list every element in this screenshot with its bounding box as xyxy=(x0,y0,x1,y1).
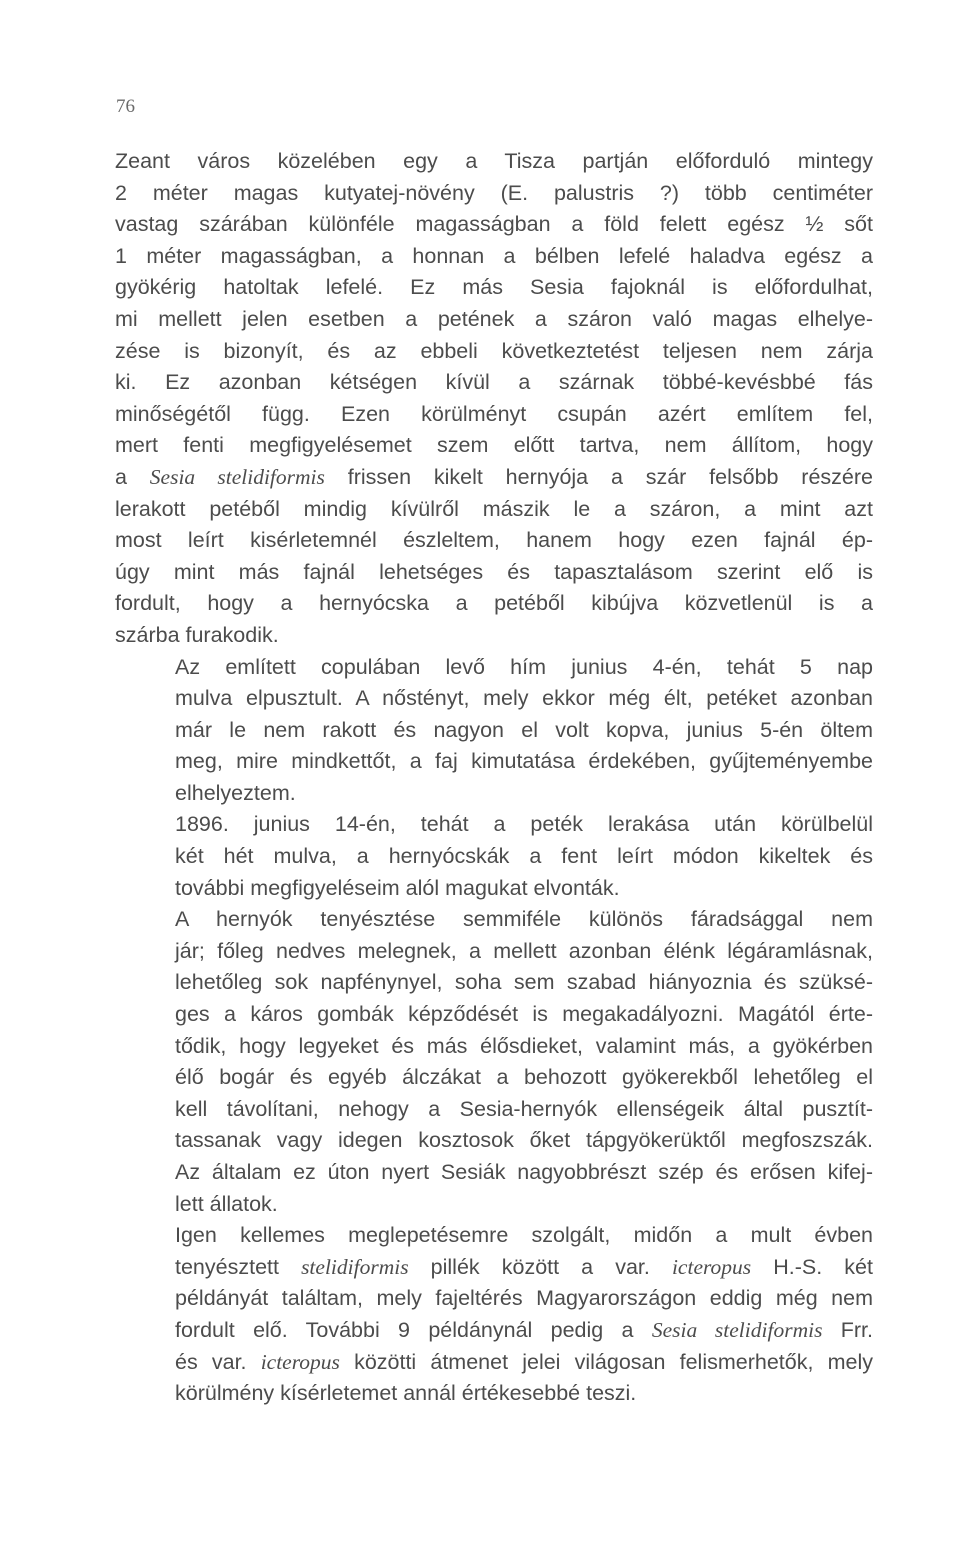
text-line: további megfigyeléseim alól magukat elvonták. xyxy=(175,875,620,900)
text-line: A hernyók tenyésztése semmiféle különös fáradsággal nem xyxy=(175,907,873,932)
text-line: lerakott petéből mindig kívülről mászik le a száron, a mint azt xyxy=(115,496,873,521)
text-line: élő bogár és egyéb álczákat a behozott gyökerekből lehetőleg el xyxy=(175,1065,873,1090)
text-line: és var. icteropus közötti átmenet jelei világosan felismerhetők, mely xyxy=(175,1349,873,1374)
text-line: már le nem rakott és nagyon el volt kopva, junius 5-én öltem xyxy=(175,717,873,742)
page-number: 76 xyxy=(116,96,135,117)
text-line: két hét mulva, a hernyócskák a fent leírt módon kikeltek és xyxy=(175,844,873,869)
text-line: úgy mint más fajnál lehetséges és tapasztalásom szerint elő is xyxy=(115,559,873,584)
text-line: a Sesia stelidiformis frissen kikelt hernyója a szár felsőbb részére xyxy=(115,464,873,489)
text-line: minőségétől függ. Ezen körülményt csupán azért említem fel, xyxy=(115,401,873,426)
text-line: Az említett copulában levő hím junius 4-én, tehát 5 nap xyxy=(175,654,873,679)
text-line: ges a káros gombák képződését is megakadályozni. Magától érte- xyxy=(175,1002,873,1027)
paragraph xyxy=(115,652,873,810)
text-line: Igen kellemes meglepetésemre szolgált, midőn a mult évben xyxy=(175,1223,873,1248)
text-line: Az általam ez úton nyert Sesiák nagyobbrészt szép és erősen kifej- xyxy=(175,1160,873,1184)
text-line: mi mellett jelen esetben a petének a száron való magas elhelye- xyxy=(115,306,873,331)
body-text xyxy=(115,146,873,1410)
text-line: zése is bizonyít, és az ebbeli következtetést teljesen nem zárja xyxy=(115,338,873,363)
text-line: fordult, hogy a hernyócska a petéből kibújva közvetlenül is a xyxy=(115,591,873,616)
italic-term: stelidiformis xyxy=(301,1254,409,1279)
text-line: körülmény kísérletemet annál értékesebbé teszi. xyxy=(175,1381,637,1406)
paragraph xyxy=(115,809,873,904)
text-line: tenyésztett stelidiformis pillék között a var. icteropus H.-S. két xyxy=(175,1254,873,1279)
text-line: jár; főleg nedves melegnek, a mellett azonban élénk légáramlásnak, xyxy=(175,938,873,963)
text-line: vastag szárában különféle magasságban a föld felett egész ½ sőt xyxy=(115,212,873,237)
text-line: mert fenti megfigyelésemet szem előtt tartva, nem állítom, hogy xyxy=(115,433,873,458)
text-line: lehetőleg sok napfénynyel, soha sem szabad hiányoznia és szüksé- xyxy=(175,970,873,995)
text-line: fordult elő. További 9 példánynál pedig a Sesia stelidiformis Frr. xyxy=(175,1317,873,1342)
text-line: lett állatok. xyxy=(175,1191,278,1216)
text-line: Zeant város közelében egy a Tisza partján előforduló mintegy xyxy=(115,149,873,173)
italic-term: icteropus xyxy=(671,1254,752,1279)
text-line: tődik, hogy legyeket és más élősdieket, valamint más, a gyökérben xyxy=(175,1033,873,1058)
text-line: 1896. junius 14-én, tehát a peték lerakása után körülbelül xyxy=(175,812,873,837)
text-line: kell távolítani, nehogy a Sesia-hernyók ellenségeik által pusztít- xyxy=(175,1096,873,1121)
text-line: mulva elpusztult. A nőstényt, mely ekkor még élt, petéket azonban xyxy=(175,686,873,711)
paragraph xyxy=(115,904,873,1220)
text-line: gyökérig hatoltak lefelé. Ez más Sesia fajoknál is előfordulhat, xyxy=(115,275,873,300)
italic-term: Sesia stelidiformis xyxy=(651,1317,823,1342)
text-line: példányát találtam, mely fajeltérés Magyarországon eddig még nem xyxy=(175,1286,873,1311)
text-line: tassanak vagy idegen kosztosok őket tápgyökerüktől megfoszszák. xyxy=(175,1128,873,1153)
text-line: 2 méter magas kutyatej-növény (E. palustris ?) több centiméter xyxy=(115,180,873,205)
italic-term: icteropus xyxy=(260,1349,340,1374)
text-line: 1 méter magasságban, a honnan a bélben lefelé haladva egész a xyxy=(115,243,873,268)
text-line: elhelyeztem. xyxy=(175,780,296,805)
paragraph xyxy=(115,146,873,652)
text-line: szárba furakodik. xyxy=(115,622,279,647)
italic-term: Sesia stelidiformis xyxy=(149,464,325,489)
text-line: ki. Ez azonban kétségen kívül a szárnak többé-kevésbbé fás xyxy=(115,370,873,395)
text-line: most leírt kisérletemnél észleltem, hanem hogy ezen fajnál ép- xyxy=(115,528,873,553)
text-line: meg, mire mindkettőt, a faj kimutatása érdekében, gyűjteményembe xyxy=(175,749,873,774)
paragraph xyxy=(115,1220,873,1410)
